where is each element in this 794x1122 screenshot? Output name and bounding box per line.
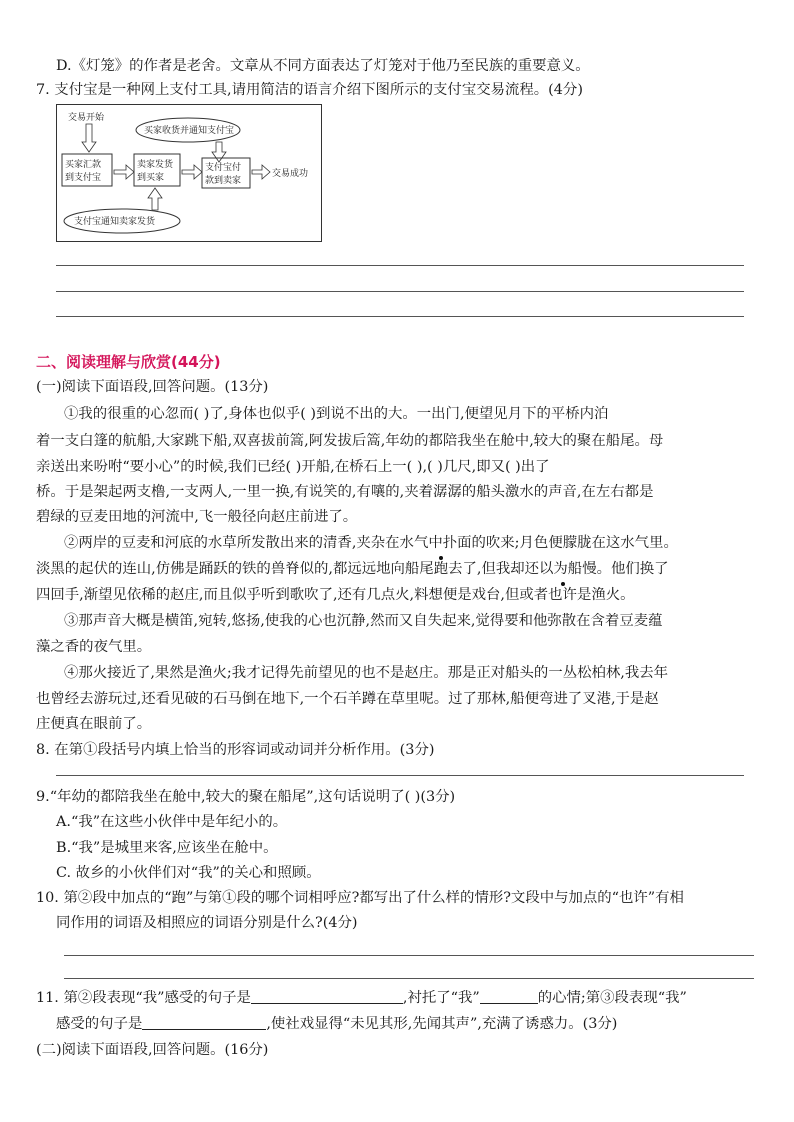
q6-option-d: D.《灯笼》的作者是老舍。文章从不同方面表达了灯笼对于他乃至民族的重要意义。 xyxy=(56,58,590,74)
flow-confirm-label: 买家收货并通知支付宝 xyxy=(144,126,235,136)
flow-arrow-down xyxy=(82,124,96,152)
q11-blank-1[interactable] xyxy=(251,989,403,1004)
flow-box2-line2: 到买家 xyxy=(137,173,165,183)
flow-box1-line1: 买家汇款 xyxy=(65,160,102,170)
passage-p1-line-2: 着一支白篷的航船,大家跳下船,双喜拔前篙,阿发拔后篙,年幼的都陪我坐在舱中,较大的聚在船尾。母 xyxy=(36,433,664,449)
p2-line2-pre: 淡黑的起伏的连山,仿佛是踊跃的铁的兽脊似的,都远远地向船尾 xyxy=(36,561,434,577)
q10-answer-line-1[interactable] xyxy=(64,955,754,956)
q10-question-line-1: 10. 第②段中加点的“跑”与第①段的哪个词相呼应?都写出了什么样的情形?文段中与加点的“也许”有相 xyxy=(36,890,684,906)
passage-p2-line-3 xyxy=(36,585,635,605)
q9-option-a[interactable]: A.“我”在这些小伙伴中是年纪小的。 xyxy=(56,814,288,830)
q8-question: 8. 在第①段括号内填上恰当的形容词或动词并分析作用。(3分) xyxy=(36,742,435,758)
q7-question: 7. 支付宝是一种网上支付工具,请用简洁的语言介绍下图所示的支付宝交易流程。(4分) xyxy=(36,82,583,98)
dotted-word-pao: 跑 xyxy=(433,561,449,577)
flow-start-label: 交易开始 xyxy=(68,113,105,123)
p2-line3-pre: 四回手,渐望见依稀的赵庄,而且似乎听到歌吹了,还有几点火,料想便是戏台,但或者 xyxy=(36,587,549,603)
p2-line2-post: 去了,但我却还以为船慢。他们换了 xyxy=(448,561,669,577)
alipay-flowchart xyxy=(56,104,322,242)
q9-option-b[interactable]: B.“我”是城里来客,应该坐在舱中。 xyxy=(56,840,278,856)
flow-arrow-up xyxy=(148,188,162,210)
passage-p1-line-1: ①我的很重的心忽而( )了,身体也似乎( )到说不出的大。一出门,便望见月下的平桥内泊 xyxy=(64,406,609,422)
q11-text-b: ,衬托了“我” xyxy=(402,990,480,1006)
passage-p1-line-4: 桥。于是架起两支橹,一支两人,一里一换,有说笑的,有嚷的,夹着潺潺的船头激水的声音,在左右都是 xyxy=(36,484,654,500)
passage-p2-line-1: ②两岸的豆麦和河底的水草所发散出来的清香,夹杂在水气中扑面的吹来;月色便朦胧在这水气里。 xyxy=(64,535,678,551)
passage-p4-line-1: ④那火接近了,果然是渔火;我才记得先前望见的也不是赵庄。那是正对船头的一丛松柏林,我去年 xyxy=(64,665,669,681)
q11-blank-2[interactable] xyxy=(480,989,538,1004)
subsection-2-heading: (二)阅读下面语段,回答问题。(16分) xyxy=(36,1042,269,1058)
flow-success-label: 交易成功 xyxy=(272,169,309,179)
flow-box1-line2: 到支付宝 xyxy=(65,173,102,183)
q7-answer-line-2[interactable] xyxy=(56,291,744,292)
section-2-heading: 二、阅读理解与欣赏(44分) xyxy=(36,353,221,371)
passage-p1-line-5: 碧绿的豆麦田地的河流中,飞一般径向赵庄前进了。 xyxy=(36,509,358,525)
q8-answer-line[interactable] xyxy=(56,775,744,776)
q7-answer-line-3[interactable] xyxy=(56,316,744,317)
q11-line-1 xyxy=(36,988,687,1008)
flow-arrow-right-1 xyxy=(114,165,134,179)
flow-arrow-down-2 xyxy=(212,142,226,162)
passage-p2-line-2 xyxy=(36,559,669,579)
passage-p4-line-2: 也曾经去游玩过,还看见破的石马倒在地下,一个石羊蹲在草里呢。过了那林,船便弯进了叉港,于是赵 xyxy=(36,691,659,707)
passage-p3-line-1: ③那声音大概是横笛,宛转,悠扬,使我的心也沉静,然而又自失起来,觉得要和他弥散在含着豆麦蕴 xyxy=(64,613,663,629)
q10-question-line-2: 同作用的词语及相照应的词语分别是什么?(4分) xyxy=(56,915,358,931)
flow-box2-line1: 卖家发货 xyxy=(137,160,174,170)
passage-p4-line-3: 庄便真在眼前了。 xyxy=(36,716,152,732)
q11-line-2 xyxy=(56,1014,617,1034)
flow-notify-label: 支付宝通知卖家发货 xyxy=(74,217,156,227)
passage-p3-line-2: 藻之香的夜气里。 xyxy=(36,639,152,655)
q11-text-d: 感受的句子是 xyxy=(56,1016,143,1032)
flow-box3-line1: 支付宝付 xyxy=(205,163,242,173)
dotted-word-yexu: 也许 xyxy=(548,587,577,603)
q9-question: 9.“年幼的都陪我坐在舱中,较大的聚在船尾”,这句话说明了( )(3分) xyxy=(36,789,456,805)
flow-box3-line2: 款到卖家 xyxy=(205,176,242,186)
subsection-1-heading: (一)阅读下面语段,回答问题。(13分) xyxy=(36,379,269,395)
q11-text-a: 11. 第②段表现“我”感受的句子是 xyxy=(36,990,251,1006)
flow-arrow-right-2 xyxy=(182,165,202,179)
q10-answer-line-2[interactable] xyxy=(64,978,754,979)
q11-text-c: 的心情;第③段表现“我” xyxy=(537,990,687,1006)
flow-arrow-right-3 xyxy=(252,165,270,179)
p2-line3-post: 是渔火。 xyxy=(576,587,635,603)
q9-option-c[interactable]: C. 故乡的小伙伴们对“我”的关心和照顾。 xyxy=(56,865,321,881)
passage-p1-line-3: 亲送出来吩咐“要小心”的时候,我们已经( )开船,在桥石上一( ),( )几尺,即又( )出了 xyxy=(36,459,550,475)
q11-blank-3[interactable] xyxy=(142,1015,266,1030)
q7-answer-line-1[interactable] xyxy=(56,265,744,266)
q11-text-e: ,使社戏显得“未见其形,先闻其声”,充满了诱惑力。(3分) xyxy=(266,1016,618,1032)
